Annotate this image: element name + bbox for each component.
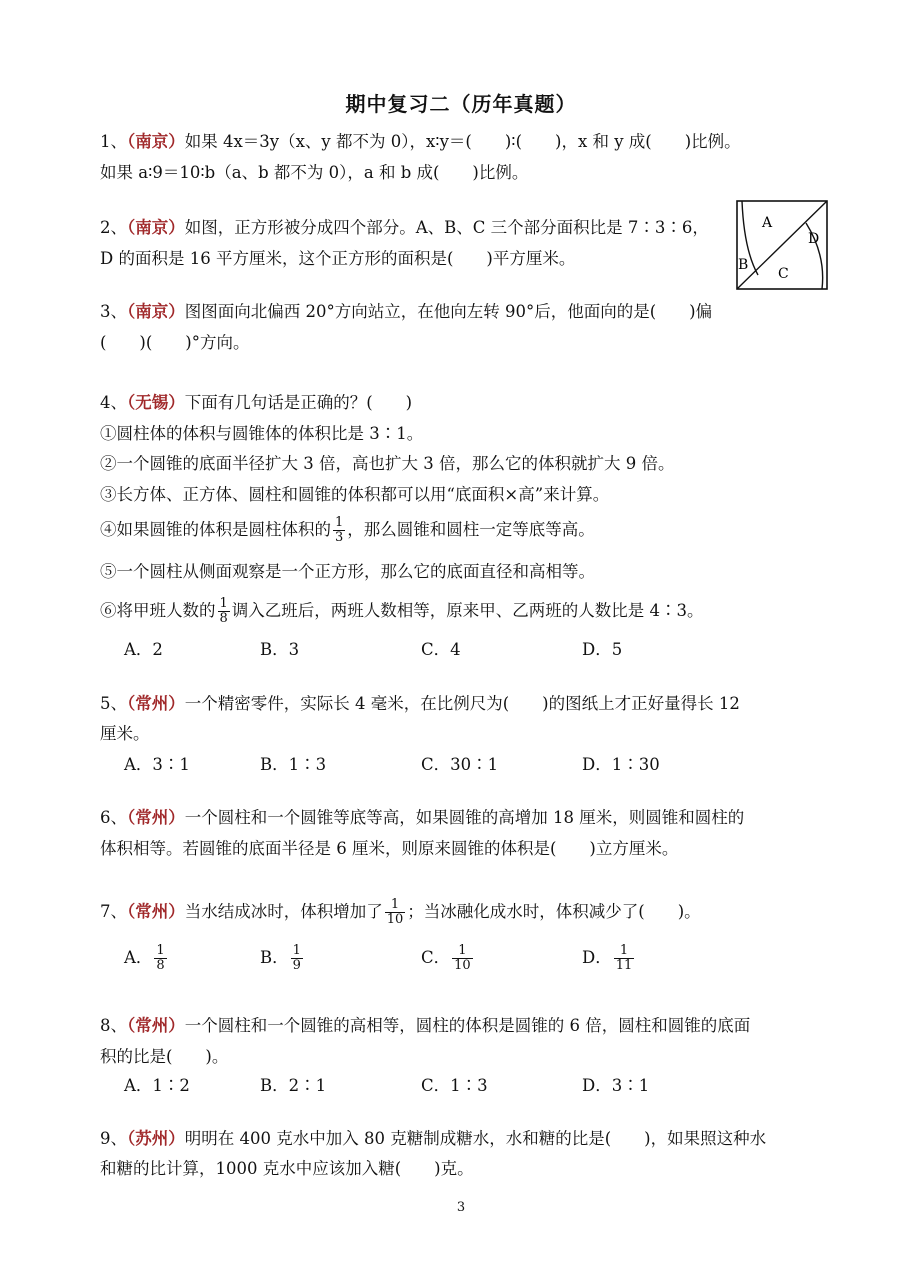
q4-option-d[interactable]: D．5: [582, 640, 623, 659]
q4-statement-5: ⑤一个圆柱从侧面观察是一个正方形，那么它的底面直径和高相等。: [100, 562, 595, 581]
option-label: D．: [582, 948, 612, 967]
q6-source: （常州）: [127, 808, 185, 827]
q5-number: 5、: [100, 694, 127, 713]
option-label: C．: [421, 948, 451, 967]
q4-stem-text: 下面有几句话是正确的？( ): [184, 393, 413, 412]
fraction-numerator: 1: [385, 898, 406, 913]
q4-option-c[interactable]: C．4: [421, 640, 461, 659]
label-d: D: [808, 231, 820, 247]
q9-line1: [100, 1127, 766, 1151]
q8-option-a[interactable]: A．1∶2: [124, 1076, 190, 1095]
q1-source: （南京）: [127, 132, 185, 151]
q4-s4-text-a: ④如果圆锥的体积是圆柱体积的: [100, 520, 331, 539]
q5-option-d[interactable]: D．1∶30: [582, 755, 660, 774]
q8-number: 8、: [100, 1016, 127, 1035]
q6-line1: [100, 806, 744, 830]
option-label: A．: [124, 948, 153, 967]
q9-source: （苏州）: [127, 1129, 185, 1148]
q4-s6-fraction: [218, 597, 230, 626]
q7-number: 7、: [100, 902, 127, 921]
q7-option-c[interactable]: [421, 944, 475, 973]
q8-option-b[interactable]: B．2∶1: [260, 1076, 327, 1095]
q5-option-c[interactable]: C．30∶1: [421, 755, 499, 774]
q4-s6-text-a: ⑥将甲班人数的: [100, 601, 216, 620]
fraction-numerator: 1: [156, 943, 165, 958]
fraction-denominator: 8: [219, 611, 228, 626]
fraction-numerator: 1: [614, 944, 635, 959]
q4-option-a[interactable]: A．2: [124, 640, 163, 659]
q7-text-a: 当水结成冰时，体积增加了: [184, 902, 383, 921]
label-b: B: [738, 257, 749, 273]
fraction-numerator: 1: [335, 515, 344, 530]
q4-number: 4、: [100, 393, 127, 412]
q2-source: （南京）: [127, 218, 185, 237]
q9-text1: 明明在 400 克水中加入 80 克糖制成糖水，水和糖的比是( )，如果照这种水: [184, 1129, 767, 1148]
q7-text-b: ；当冰融化成水时，体积减少了( )。: [407, 902, 701, 921]
option-fraction: [154, 944, 166, 973]
q2-line1: [100, 216, 709, 240]
q7-source: （常州）: [127, 902, 185, 921]
q3-text1: 图图面向北偏西 20°方向站立，在他向左转 90°后，他面向的是( )偏: [184, 302, 713, 321]
q2-text1: 如图，正方形被分成四个部分。A、B、C 三个部分面积比是 7∶3∶6，: [184, 218, 709, 237]
fraction-numerator: 1: [219, 596, 228, 611]
q8-source: （常州）: [127, 1016, 185, 1035]
q5-option-b[interactable]: B．1∶3: [260, 755, 327, 774]
q1-text1: 如果 4x＝3y（x、y 都不为 0），x∶y＝( )∶( )，x 和 y 成( )比例。: [184, 132, 741, 151]
fraction-denominator: 10: [386, 912, 404, 927]
q7-line1: [100, 898, 701, 927]
q6-number: 6、: [100, 808, 127, 827]
q7-option-d[interactable]: [582, 944, 636, 973]
q8-option-d[interactable]: D．3∶1: [582, 1076, 650, 1095]
q2-line2: D 的面积是 16 平方厘米，这个正方形的面积是( )平方厘米。: [100, 249, 576, 268]
option-fraction: [614, 944, 635, 973]
option-fraction: [291, 944, 303, 973]
q9-line2: 和糖的比计算，1000 克水中应该加入糖( )克。: [100, 1159, 474, 1178]
q4-statement-4: [100, 516, 595, 545]
q1-number: 1、: [100, 132, 127, 151]
q5-line2: 厘米。: [100, 724, 150, 743]
q6-line2: 体积相等。若圆锥的底面半径是 6 厘米，则原来圆锥的体积是( )立方厘米。: [100, 839, 679, 858]
q4-statement-3: ③长方体、正方体、圆柱和圆锥的体积都可以用“底面积×高”来计算。: [100, 485, 610, 504]
q7-option-a[interactable]: [124, 944, 169, 973]
q7-fraction: [385, 898, 406, 927]
q1-line2: 如果 a∶9＝10∶b（a、b 都不为 0），a 和 b 成( )比例。: [100, 163, 529, 182]
fraction-denominator: 10: [454, 958, 471, 973]
q1-line1: [100, 130, 741, 154]
q5-source: （常州）: [127, 694, 185, 713]
q4-stem: [100, 391, 412, 415]
label-a: A: [762, 215, 773, 231]
q7-option-b[interactable]: [260, 944, 305, 973]
fraction-denominator: 11: [615, 958, 633, 973]
option-fraction: [452, 944, 473, 973]
fraction-denominator: 9: [292, 958, 301, 973]
q4-statement-2: ②一个圆锥的底面半径扩大 3 倍，高也扩大 3 倍，那么它的体积就扩大 9 倍。: [100, 454, 675, 473]
page-title: 期中复习二（历年真题）: [345, 92, 577, 116]
q4-s4-text-b: ，那么圆锥和圆柱一定等底等高。: [347, 520, 595, 539]
q3-line2: ( )( )°方向。: [100, 333, 250, 352]
q4-option-b[interactable]: B．3: [260, 640, 300, 659]
q8-text1: 一个圆柱和一个圆锥的高相等，圆柱的体积是圆锥的 6 倍，圆柱和圆锥的底面: [184, 1016, 751, 1035]
q3-source: （南京）: [127, 302, 185, 321]
fraction-numerator: 1: [292, 943, 301, 958]
option-label: B．: [260, 948, 289, 967]
fraction-denominator: 8: [156, 958, 165, 973]
q2-number: 2、: [100, 218, 127, 237]
q8-option-c[interactable]: C．1∶3: [421, 1076, 488, 1095]
q5-line1: [100, 692, 740, 716]
square-figure: [736, 200, 828, 290]
q8-line1: [100, 1014, 750, 1038]
q6-text1: 一个圆柱和一个圆锥等底等高，如果圆锥的高增加 18 厘米，则圆锥和圆柱的: [184, 808, 745, 827]
page-number: 3: [456, 1200, 466, 1215]
fraction-denominator: 3: [335, 530, 344, 545]
label-c: C: [778, 266, 789, 282]
q3-number: 3、: [100, 302, 127, 321]
q5-text1: 一个精密零件，实际长 4 毫米，在比例尺为( )的图纸上才正好量得长 12: [184, 694, 740, 713]
q9-number: 9、: [100, 1129, 127, 1148]
q4-s4-fraction: [333, 516, 345, 545]
q4-source: （无锡）: [127, 393, 185, 412]
q8-line2: 积的比是( )。: [100, 1047, 229, 1066]
q4-statement-6: [100, 597, 704, 626]
q4-statement-1: ①圆柱体的体积与圆锥体的体积比是 3∶1。: [100, 424, 424, 443]
q5-option-a[interactable]: A．3∶1: [124, 755, 190, 774]
q4-s6-text-b: 调入乙班后，两班人数相等，原来甲、乙两班的人数比是 4∶3。: [231, 601, 704, 620]
q3-line1: [100, 300, 712, 324]
fraction-numerator: 1: [452, 944, 473, 959]
